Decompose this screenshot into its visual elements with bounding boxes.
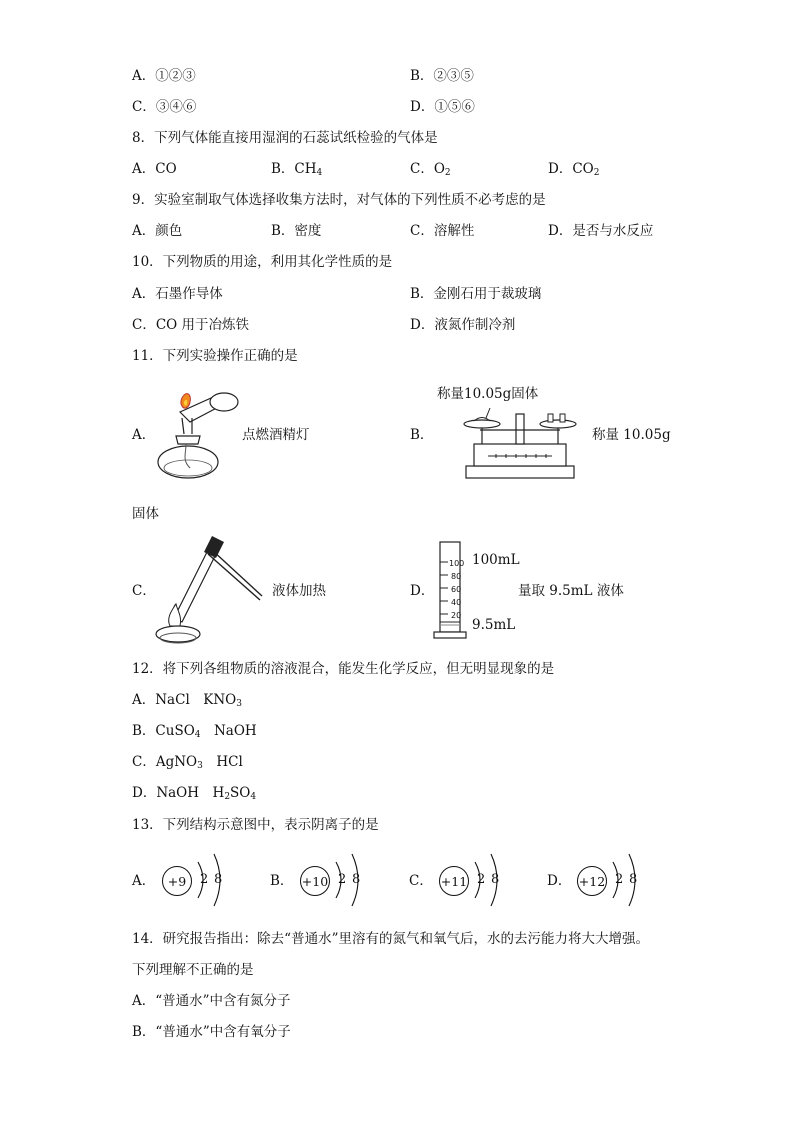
q11-option-b[interactable]: B． bbox=[410, 427, 434, 443]
balance-scale-figure bbox=[460, 402, 580, 482]
q13-c-e1: 2 bbox=[477, 872, 486, 887]
q13-option-d[interactable] bbox=[547, 852, 667, 908]
q11-option-d[interactable]: D． bbox=[410, 583, 435, 599]
q11-c-text: 液体加热 bbox=[272, 583, 326, 599]
q12-option-b[interactable] bbox=[132, 722, 257, 744]
q11-b-text-wrap: 固体 bbox=[132, 506, 159, 522]
q13-d-label: D． bbox=[547, 873, 572, 889]
q8-d-sub: 2 bbox=[593, 168, 600, 178]
q12-d-sub2: 4 bbox=[250, 792, 257, 802]
q12-b-text: B．CuSO bbox=[132, 723, 195, 739]
cylinder-tick-100: 100 bbox=[449, 559, 465, 568]
q11-d-text: 量取 9.5mL 液体 bbox=[518, 583, 624, 599]
q11-stem: 11．下列实验操作正确的是 bbox=[132, 348, 298, 364]
q12-d-text: D．NaOH H bbox=[132, 785, 225, 801]
q13-option-b[interactable] bbox=[270, 852, 390, 908]
q10-option-d[interactable]: D．液氮作制冷剂 bbox=[410, 317, 516, 333]
q8-b-text: B．CH bbox=[271, 161, 317, 177]
q12-option-d[interactable] bbox=[132, 784, 256, 806]
q13-d-e2: 8 bbox=[629, 872, 638, 887]
q13-a-e1: 2 bbox=[200, 872, 209, 887]
q12-b-post: NaOH bbox=[200, 723, 257, 739]
q13-b-label: B． bbox=[270, 873, 294, 889]
q8-c-sub: 2 bbox=[444, 168, 451, 178]
q8-option-c[interactable] bbox=[410, 160, 451, 182]
q7-option-b[interactable]: B．②③⑤ bbox=[410, 68, 474, 84]
q9-option-c[interactable]: C．溶解性 bbox=[410, 223, 475, 239]
q14-option-b[interactable]: B．“普通水”中含有氧分子 bbox=[132, 1024, 291, 1040]
q9-option-b[interactable]: B．密度 bbox=[271, 223, 322, 239]
q13-b-e2: 8 bbox=[352, 872, 361, 887]
q11-option-c[interactable]: C． bbox=[132, 583, 156, 599]
q9-stem: 9．实验室制取气体选择收集方法时，对气体的下列性质不必考虑的是 bbox=[132, 192, 546, 208]
q12-c-post: HCl bbox=[202, 754, 243, 770]
q12-option-c[interactable] bbox=[132, 753, 243, 775]
q8-c-text: C．O bbox=[410, 161, 445, 177]
liquid-heating-test-tube-figure bbox=[152, 534, 264, 644]
q10-stem: 10．下列物质的用途，利用其化学性质的是 bbox=[132, 254, 393, 270]
q8-b-sub: 4 bbox=[316, 168, 323, 178]
q11-a-text: 点燃酒精灯 bbox=[242, 427, 310, 443]
q10-option-a[interactable]: A．石墨作导体 bbox=[132, 286, 223, 302]
q8-option-d[interactable] bbox=[548, 160, 599, 182]
q14-stem-2: 下列理解不正确的是 bbox=[132, 962, 254, 978]
q7-option-c[interactable]: C．③④⑥ bbox=[132, 99, 197, 115]
q13-a-label: A． bbox=[132, 873, 156, 889]
q11-d-top-label: 100mL bbox=[472, 552, 520, 568]
alcohol-lamp-lighting-figure bbox=[152, 388, 242, 480]
q12-stem: 12．将下列各组物质的溶液混合，能发生化学反应，但无明显现象的是 bbox=[132, 661, 555, 677]
graduated-cylinder-figure bbox=[432, 538, 468, 640]
cylinder-tick-20: 20 bbox=[451, 611, 462, 620]
q7-option-a[interactable]: A．①②③ bbox=[132, 68, 196, 84]
q12-option-a[interactable] bbox=[132, 691, 242, 713]
q8-d-text: D．CO bbox=[548, 161, 594, 177]
q11-option-a[interactable]: A． bbox=[132, 427, 156, 443]
q14-stem: 14．研究报告指出：除去“普通水”里溶有的氮气和氧气后，水的去污能力将大大增强。 bbox=[132, 931, 649, 947]
q13-stem: 13．下列结构示意图中，表示阴离子的是 bbox=[132, 817, 379, 833]
q12-a-sub: 3 bbox=[236, 699, 242, 709]
q7-option-d[interactable]: D．①⑤⑥ bbox=[410, 99, 475, 115]
q13-d-nucleus: +12 bbox=[577, 866, 607, 896]
q13-a-e2: 8 bbox=[214, 872, 223, 887]
q13-c-nucleus: +11 bbox=[439, 866, 469, 896]
q13-a-nucleus: +9 bbox=[162, 866, 192, 896]
q12-d-mid: SO bbox=[230, 785, 251, 801]
cylinder-tick-80: 80 bbox=[451, 572, 462, 581]
q14-option-a[interactable]: A．“普通水”中含有氮分子 bbox=[132, 993, 291, 1009]
q13-c-e2: 8 bbox=[491, 872, 500, 887]
q12-b-sub: 4 bbox=[194, 730, 201, 740]
q12-c-sub: 3 bbox=[197, 761, 203, 771]
q13-c-label: C． bbox=[409, 873, 433, 889]
q12-a-text: A．NaCl KNO bbox=[132, 692, 237, 708]
q11-b-text: 称量 10.05g bbox=[592, 427, 671, 443]
q9-option-a[interactable]: A．颜色 bbox=[132, 223, 183, 239]
q8-option-b[interactable] bbox=[271, 160, 322, 182]
q13-option-c[interactable] bbox=[409, 852, 529, 908]
q11-b-figure-caption: 称量10.05g固体 bbox=[437, 386, 539, 402]
cylinder-tick-60: 60 bbox=[451, 585, 462, 594]
q12-c-text: C．AgNO bbox=[132, 754, 198, 770]
cylinder-tick-40: 40 bbox=[451, 598, 462, 607]
q13-d-e1: 2 bbox=[615, 872, 624, 887]
q13-b-nucleus: +10 bbox=[300, 866, 330, 896]
q13-option-a[interactable] bbox=[132, 852, 252, 908]
q12-d-sub1: 2 bbox=[224, 792, 231, 802]
q9-option-d[interactable]: D．是否与水反应 bbox=[548, 223, 654, 239]
q10-option-b[interactable]: B．金刚石用于裁玻璃 bbox=[410, 286, 542, 302]
q8-stem: 8．下列气体能直接用湿润的石蕊试纸检验的气体是 bbox=[132, 130, 438, 146]
q10-option-c[interactable]: C．CO 用于冶炼铁 bbox=[132, 317, 250, 333]
q8-option-a[interactable]: A．CO bbox=[132, 161, 177, 177]
q11-d-bottom-label: 9.5mL bbox=[472, 617, 516, 633]
q13-b-e1: 2 bbox=[338, 872, 347, 887]
